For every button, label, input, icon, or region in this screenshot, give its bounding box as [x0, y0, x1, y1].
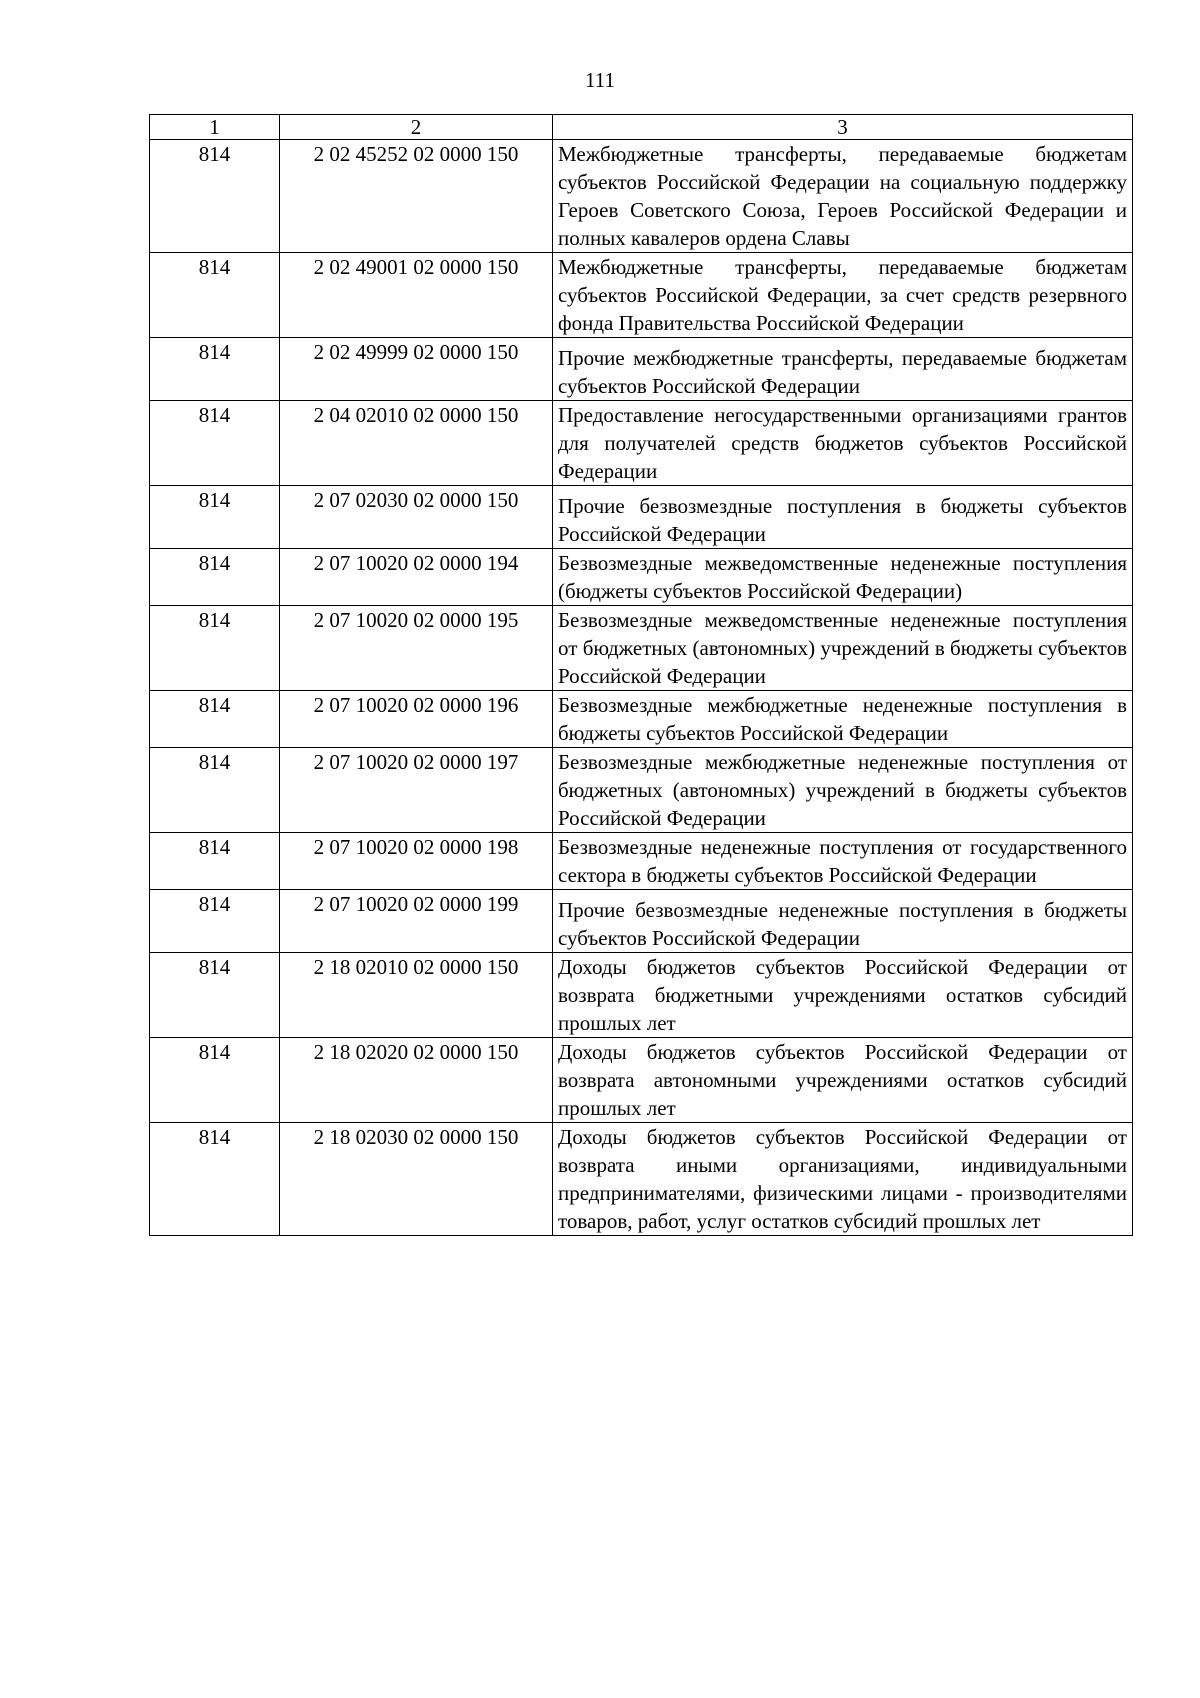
- revenue-name-cell: Прочие межбюджетные трансферты, передаваемые бюджетам субъектов Российской Федерации: [553, 338, 1133, 401]
- revenue-name-cell: Безвозмездные межбюджетные неденежные поступления в бюджеты субъектов Российской Федерации: [553, 691, 1133, 748]
- table-row: [150, 1123, 1133, 1236]
- table-row: [150, 748, 1133, 833]
- revenue-code-cell: 2 07 10020 02 0000 195: [280, 606, 553, 691]
- column-header-1: 1: [150, 115, 280, 140]
- revenue-name-cell: Предоставление негосударственными организациями грантов для получателей средств бюджетов субъектов Российской Федерации: [553, 401, 1133, 486]
- table-row: [150, 140, 1133, 253]
- admin-code-cell: 814: [150, 253, 280, 338]
- revenue-code-cell: 2 07 10020 02 0000 198: [280, 833, 553, 890]
- header-row: [150, 115, 1133, 140]
- revenue-code-cell: 2 07 02030 02 0000 150: [280, 486, 553, 549]
- admin-code-cell: 814: [150, 401, 280, 486]
- revenue-name-cell: Безвозмездные межведомственные неденежные поступления (бюджеты субъектов Российской Федерации): [553, 549, 1133, 606]
- table-row: [150, 338, 1133, 401]
- revenue-code-cell: 2 07 10020 02 0000 194: [280, 549, 553, 606]
- budget-revenue-table: [149, 114, 1133, 1236]
- revenue-code-cell: 2 07 10020 02 0000 199: [280, 890, 553, 953]
- admin-code-cell: 814: [150, 691, 280, 748]
- admin-code-cell: 814: [150, 1123, 280, 1236]
- admin-code-cell: 814: [150, 1038, 280, 1123]
- table-header: [150, 115, 1133, 140]
- table-body: [150, 140, 1133, 1236]
- page-number: 111: [585, 68, 615, 92]
- revenue-name-cell: Прочие безвозмездные неденежные поступления в бюджеты субъектов Российской Федерации: [553, 890, 1133, 953]
- admin-code-cell: 814: [150, 486, 280, 549]
- admin-code-cell: 814: [150, 748, 280, 833]
- revenue-name-cell: Безвозмездные неденежные поступления от государственного сектора в бюджеты субъектов Российской Федерации: [553, 833, 1133, 890]
- table-row: [150, 401, 1133, 486]
- revenue-code-cell: 2 07 10020 02 0000 196: [280, 691, 553, 748]
- admin-code-cell: 814: [150, 549, 280, 606]
- column-header-2: 2: [280, 115, 553, 140]
- table-row: [150, 486, 1133, 549]
- table-row: [150, 890, 1133, 953]
- revenue-code-cell: 2 18 02010 02 0000 150: [280, 953, 553, 1038]
- revenue-code-cell: 2 04 02010 02 0000 150: [280, 401, 553, 486]
- revenue-name-cell: Безвозмездные межбюджетные неденежные поступления от бюджетных (автономных) учреждений в бюджеты субъектов Российской Федерации: [553, 748, 1133, 833]
- revenue-code-cell: 2 02 49999 02 0000 150: [280, 338, 553, 401]
- admin-code-cell: 814: [150, 953, 280, 1038]
- revenue-name-cell: Безвозмездные межведомственные неденежные поступления от бюджетных (автономных) учреждений в бюджеты субъектов Российской Федерации: [553, 606, 1133, 691]
- revenue-name-cell: Доходы бюджетов субъектов Российской Федерации от возврата бюджетными учреждениями остатков субсидий прошлых лет: [553, 953, 1133, 1038]
- admin-code-cell: 814: [150, 338, 280, 401]
- table-row: [150, 606, 1133, 691]
- revenue-code-cell: 2 02 49001 02 0000 150: [280, 253, 553, 338]
- revenue-code-cell: 2 18 02030 02 0000 150: [280, 1123, 553, 1236]
- table-row: [150, 549, 1133, 606]
- revenue-code-cell: 2 18 02020 02 0000 150: [280, 1038, 553, 1123]
- admin-code-cell: 814: [150, 890, 280, 953]
- revenue-code-cell: 2 02 45252 02 0000 150: [280, 140, 553, 253]
- admin-code-cell: 814: [150, 606, 280, 691]
- column-header-3: 3: [553, 115, 1133, 140]
- revenue-name-cell: Межбюджетные трансферты, передаваемые бюджетам субъектов Российской Федерации на социальную поддержку Героев Советского Союза, Героев Российской Федерации и полных кавалеров ордена Славы: [553, 140, 1133, 253]
- table-row: [150, 691, 1133, 748]
- admin-code-cell: 814: [150, 833, 280, 890]
- table-row: [150, 953, 1133, 1038]
- revenue-name-cell: Межбюджетные трансферты, передаваемые бюджетам субъектов Российской Федерации, за счет средств резервного фонда Правительства Российской Федерации: [553, 253, 1133, 338]
- table-row: [150, 253, 1133, 338]
- admin-code-cell: 814: [150, 140, 280, 253]
- revenue-name-cell: Доходы бюджетов субъектов Российской Федерации от возврата иными организациями, индивидуальными предпринимателями, физическими лицами - производителями товаров, работ, услуг остатков субсидий прошлых лет: [553, 1123, 1133, 1236]
- revenue-code-cell: 2 07 10020 02 0000 197: [280, 748, 553, 833]
- revenue-name-cell: Прочие безвозмездные поступления в бюджеты субъектов Российской Федерации: [553, 486, 1133, 549]
- revenue-name-cell: Доходы бюджетов субъектов Российской Федерации от возврата автономными учреждениями остатков субсидий прошлых лет: [553, 1038, 1133, 1123]
- table-row: [150, 833, 1133, 890]
- table-row: [150, 1038, 1133, 1123]
